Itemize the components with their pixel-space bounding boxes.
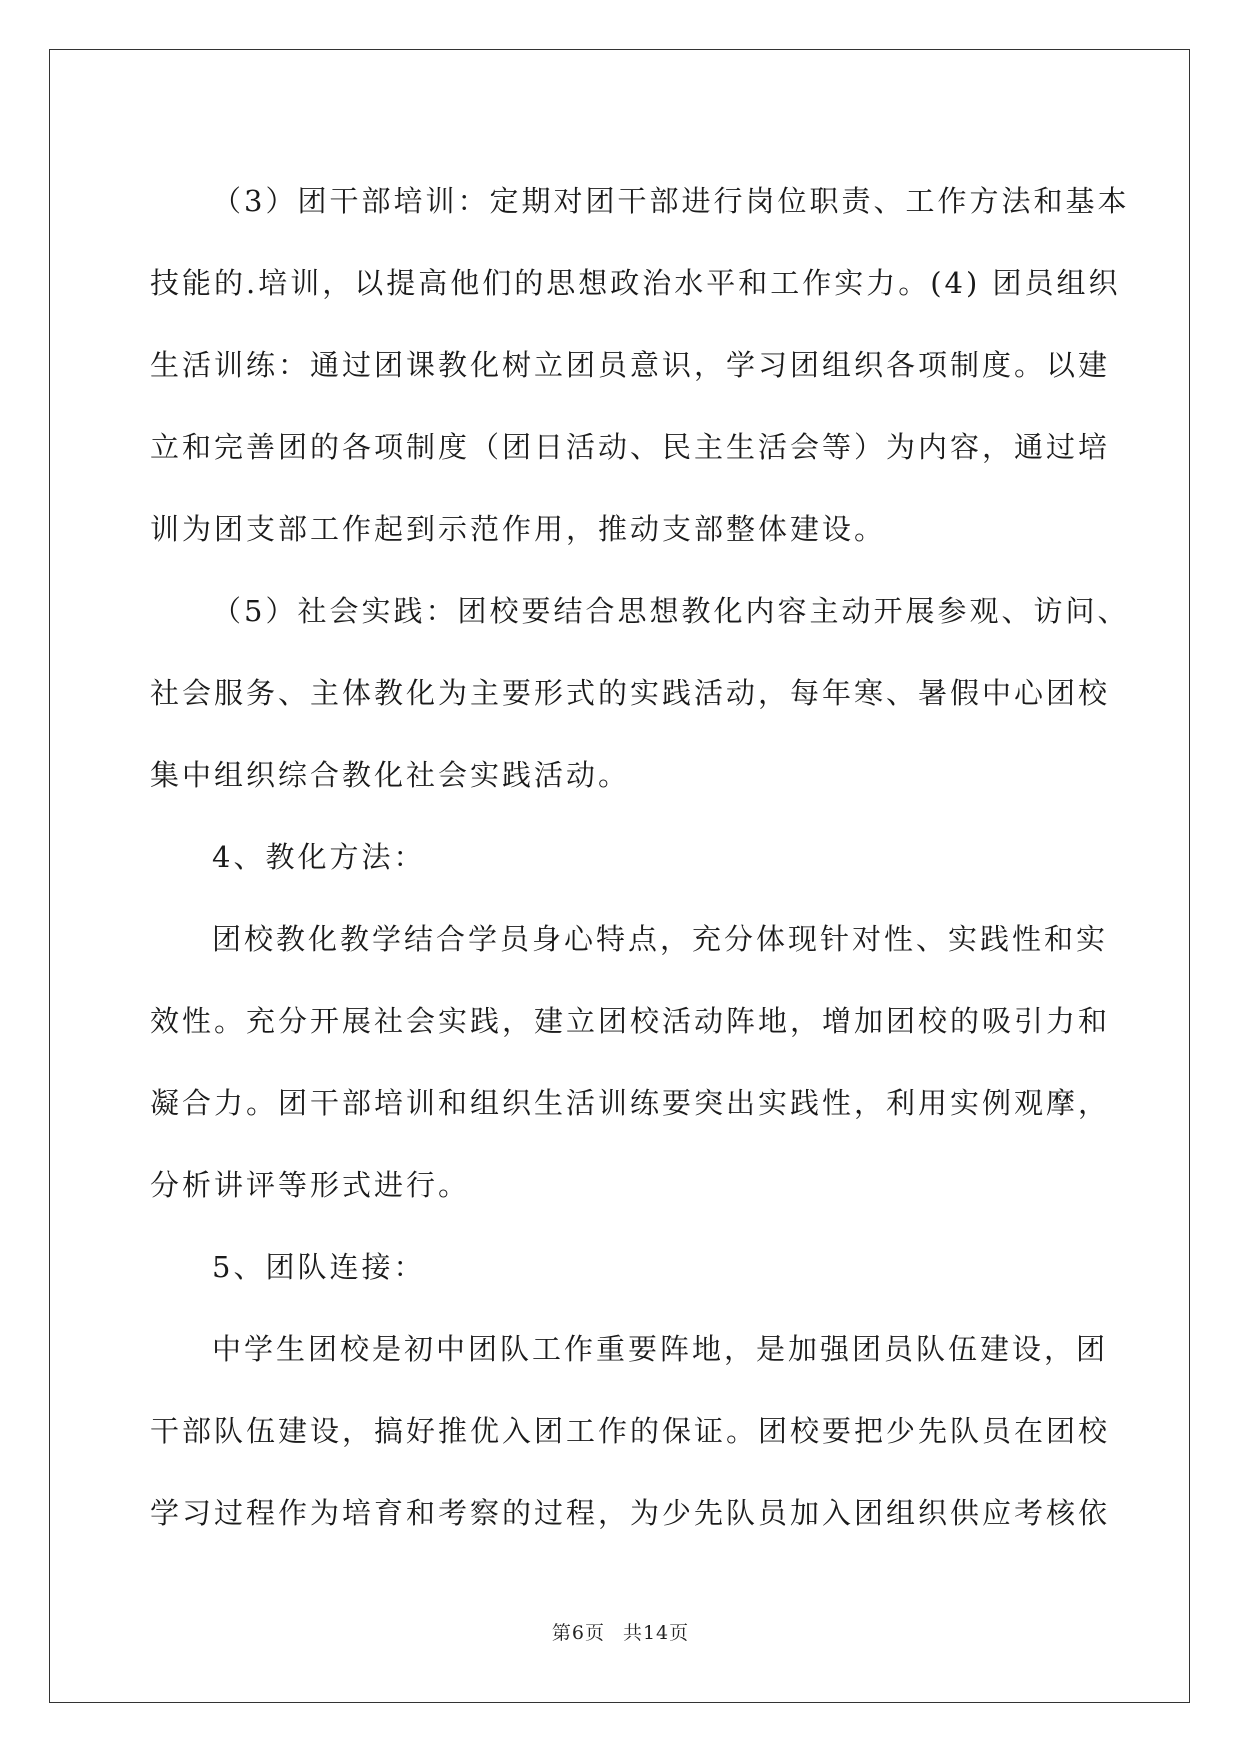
- total-suffix: 页: [669, 1622, 690, 1644]
- text-line: 生活训练：通过团课教化树立团员意识，学习团组织各项制度。以建: [150, 348, 1111, 382]
- text-line: 集中组织综合教化社会实践活动。: [150, 758, 631, 792]
- page-footer: [0, 1618, 1241, 1645]
- text-line: 分析讲评等形式进行。: [150, 1168, 471, 1202]
- page-suffix: 页: [584, 1622, 605, 1644]
- text-line: 社会服务、主体教化为主要形式的实践活动，每年寒、暑假中心团校: [150, 676, 1111, 710]
- paragraph-teaching-method: [150, 898, 1111, 1226]
- paragraph-team-connection: [150, 1308, 1111, 1554]
- page-number: 6: [571, 1622, 585, 1644]
- heading-line: 5、团队连接：: [212, 1250, 426, 1284]
- section-heading-teaching-method: [150, 816, 1090, 898]
- text-line: 凝合力。团干部培训和组织生活训练要突出实践性，利用实例观摩，: [150, 1086, 1111, 1120]
- text-line: 学习过程作为培育和考察的过程，为少先队员加入团组织供应考核依: [150, 1496, 1111, 1530]
- total-pages: 14: [642, 1622, 670, 1644]
- text-line: 干部队伍建设，搞好推优入团工作的保证。团校要把少先队员在团校: [150, 1414, 1111, 1448]
- text-line: 团校教化教学结合学员身心特点，充分体现针对性、实践性和实: [212, 922, 1109, 956]
- text-line: 技能的.培训，以提高他们的思想政治水平和工作实力。(4) 团员组织: [150, 266, 1121, 300]
- page-label: 第: [551, 1622, 572, 1644]
- heading-line: 4、教化方法：: [212, 840, 426, 874]
- paragraph-cadre-training: [150, 160, 1130, 570]
- text-line: （3）团干部培训：定期对团干部进行岗位职责、工作方法和基本: [212, 184, 1130, 218]
- section-heading-team-connection: [150, 1226, 1090, 1308]
- text-line: 中学生团校是初中团队工作重要阵地，是加强团员队伍建设，团: [212, 1332, 1109, 1366]
- paragraph-social-practice: [150, 570, 1130, 816]
- document-body: [150, 160, 1130, 1554]
- text-line: （5）社会实践：团校要结合思想教化内容主动开展参观、访问、: [212, 594, 1130, 628]
- text-line: 效性。充分开展社会实践，建立团校活动阵地，增加团校的吸引力和: [150, 1004, 1111, 1038]
- total-label: 共: [622, 1622, 643, 1644]
- text-line: 训为团支部工作起到示范作用，推动支部整体建设。: [150, 512, 887, 546]
- text-line: 立和完善团的各项制度（团日活动、民主生活会等）为内容，通过培: [150, 430, 1111, 464]
